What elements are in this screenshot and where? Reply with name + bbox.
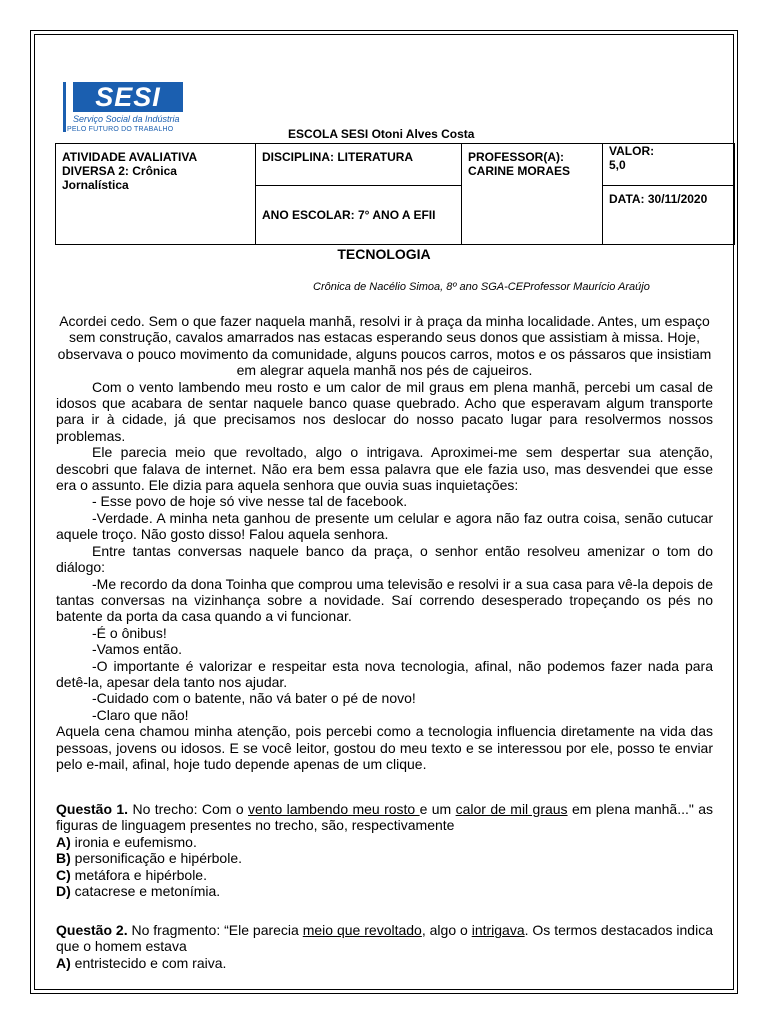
dialogue-line: -O importante é valorizar e respeitar esta nova tecnologia, afinal, não podemos fazer nada para detê-la, apesar dela tanto nos ajudar. xyxy=(56,657,713,690)
dialogue-line: -Vamos então. xyxy=(92,641,183,658)
option-b xyxy=(56,850,713,866)
byline: Crônica de Nacélio Simoa, 8º ano SGA-CEProfessor Maurício Araújo xyxy=(313,281,650,293)
dialogue-line: -Cuidado com o batente, não vá bater o pé de novo! xyxy=(92,690,416,707)
year-cell xyxy=(256,186,462,245)
option-a xyxy=(56,955,713,971)
q1-underline-1: vento lambendo meu rosto xyxy=(248,801,420,817)
q1-text-2: e um xyxy=(419,801,456,817)
logo-bar xyxy=(63,82,66,132)
q2-text-3: . Os termos destacados indica que o homem estava xyxy=(56,922,713,955)
sesi-logo xyxy=(63,80,193,136)
option-a xyxy=(56,834,713,850)
option-letter: D) xyxy=(56,883,71,900)
option-text: personificação e hipérbole. xyxy=(70,850,243,867)
q1-text-1: No trecho: Com o xyxy=(128,801,248,817)
dialogue-line: -Verdade. A minha neta ganhou de presente um celular e agora não faz outra coisa, senão cutucar aquele troço. Não gosto disso! Falou aquela senhora. xyxy=(56,509,713,543)
header-table xyxy=(55,143,735,245)
school-year: ANO ESCOLAR: 7° ANO A EFII xyxy=(262,208,436,222)
activity-cell xyxy=(56,144,256,245)
option-letter: A) xyxy=(56,954,71,971)
question-1-stem xyxy=(56,801,713,834)
date: DATA: 30/11/2020 xyxy=(609,192,708,206)
q2-text-2: , algo o xyxy=(421,922,472,938)
paragraph: Acordei cedo. Sem o que fazer naquela manhã, resolvi ir à praça da minha localidade. Antes, um espaço sem construção, cavalos amarrados nas estacas esperando seus donos que assistiam à missa. Hoje, observava o pouco movimento da comunidade, alguns poucos carros, motos e os pássaros que insistiam em alegrar aquela manhã nos pés de cajueiros. xyxy=(57,313,712,379)
chronicle-text xyxy=(56,313,713,772)
question-2-label: Questão 2. xyxy=(56,922,128,938)
option-d xyxy=(56,883,713,899)
dialogue-line: -É o ônibus! xyxy=(92,624,167,641)
q1-text-3: em plena manhã..." as figuras de linguagem presentes no trecho, são, respectivamente xyxy=(56,801,713,834)
activity-line-2: DIVERSA 2: Crônica xyxy=(62,164,177,178)
option-text: entristecido e com raiva. xyxy=(70,954,227,971)
question-2 xyxy=(56,922,713,971)
question-2-stem xyxy=(56,922,713,955)
question-1 xyxy=(56,801,713,899)
option-text: ironia e eufemismo. xyxy=(70,833,197,850)
discipline: DISCIPLINA: LITERATURA xyxy=(262,150,414,164)
option-text: metáfora e hipérbole. xyxy=(70,866,207,883)
q2-underline-2: intrigava xyxy=(471,922,525,938)
dialogue-line: - Esse povo de hoje só vive nesse tal de facebook. xyxy=(92,493,408,510)
dialogue-line: -Me recordo da dona Toinha que comprou uma televisão e resolvi ir a sua casa para vê-la depois de tantas conversas na vizinhança sobre a novidade. Saí correndo desesperado tropeçando os pés no batente da porta da casa quando a vi funcionar. xyxy=(56,575,713,625)
logo-subtitle: Serviço Social da Indústria xyxy=(73,114,180,124)
option-letter: C) xyxy=(56,866,71,883)
dialogue-line: -Claro que não! xyxy=(92,706,189,723)
paragraph: Ele parecia meio que revoltado, algo o intrigava. Aproximei-me sem despertar sua atenção, descobri que falava de internet. Não era bem essa palavra que ele fazia uso, mas desvendei que esse era o assunto. Ele dizia para aquela senhora que ouvia suas inquietações: xyxy=(56,444,713,494)
teacher-name: CARINE MORAES xyxy=(468,164,571,178)
paragraph: Aquela cena chamou minha atenção, pois percebi como a tecnologia influencia diretamente na vida das pessoas, jovens ou idosos. E se você leitor, gostou do meu texto e se interessou por ele, posso te enviar pelo e-mail, afinal, hoje tudo depende apenas de um clique. xyxy=(56,723,713,772)
option-letter: B) xyxy=(56,850,71,867)
date-cell xyxy=(603,186,735,245)
teacher-label: PROFESSOR(A): xyxy=(468,150,564,164)
value: 5,0 xyxy=(609,158,626,172)
discipline-cell xyxy=(256,144,462,186)
activity-line-3: Jornalística xyxy=(62,178,129,192)
question-1-label: Questão 1. xyxy=(56,801,129,817)
option-c xyxy=(56,867,713,883)
logo-tagline: PELO FUTURO DO TRABALHO xyxy=(67,126,174,133)
school-name: ESCOLA SESI Otoni Alves Costa xyxy=(288,127,475,141)
text-title: TECNOLOGIA xyxy=(337,246,431,262)
activity-line-1: ATIVIDADE AVALIATIVA xyxy=(62,150,198,164)
value-label: VALOR: xyxy=(609,144,655,158)
value-cell xyxy=(603,144,735,186)
paragraph: Entre tantas conversas naquele banco da praça, o senhor então resolveu amenizar o tom do diálogo: xyxy=(56,542,713,576)
teacher-cell xyxy=(462,144,603,245)
option-text: catacrese e metonímia. xyxy=(70,883,221,900)
option-letter: A) xyxy=(56,833,71,850)
q2-underline-1: meio que revoltado xyxy=(302,922,422,938)
logo-mark: SESI xyxy=(73,82,183,112)
paragraph: Com o vento lambendo meu rosto e um calor de mil graus em plena manhã, percebi um casal de idosos que acabara de sentar naquele banco quase quebrado. Acho que esperavam algum transporte para ir à cidade, já que precisamos nos deslocar do nosso pacato lugar para resolvermos nossos problemas. xyxy=(56,378,713,444)
q1-underline-2: calor de mil graus xyxy=(455,801,568,817)
q2-text-1: No fragmento: “Ele parecia xyxy=(127,922,303,938)
